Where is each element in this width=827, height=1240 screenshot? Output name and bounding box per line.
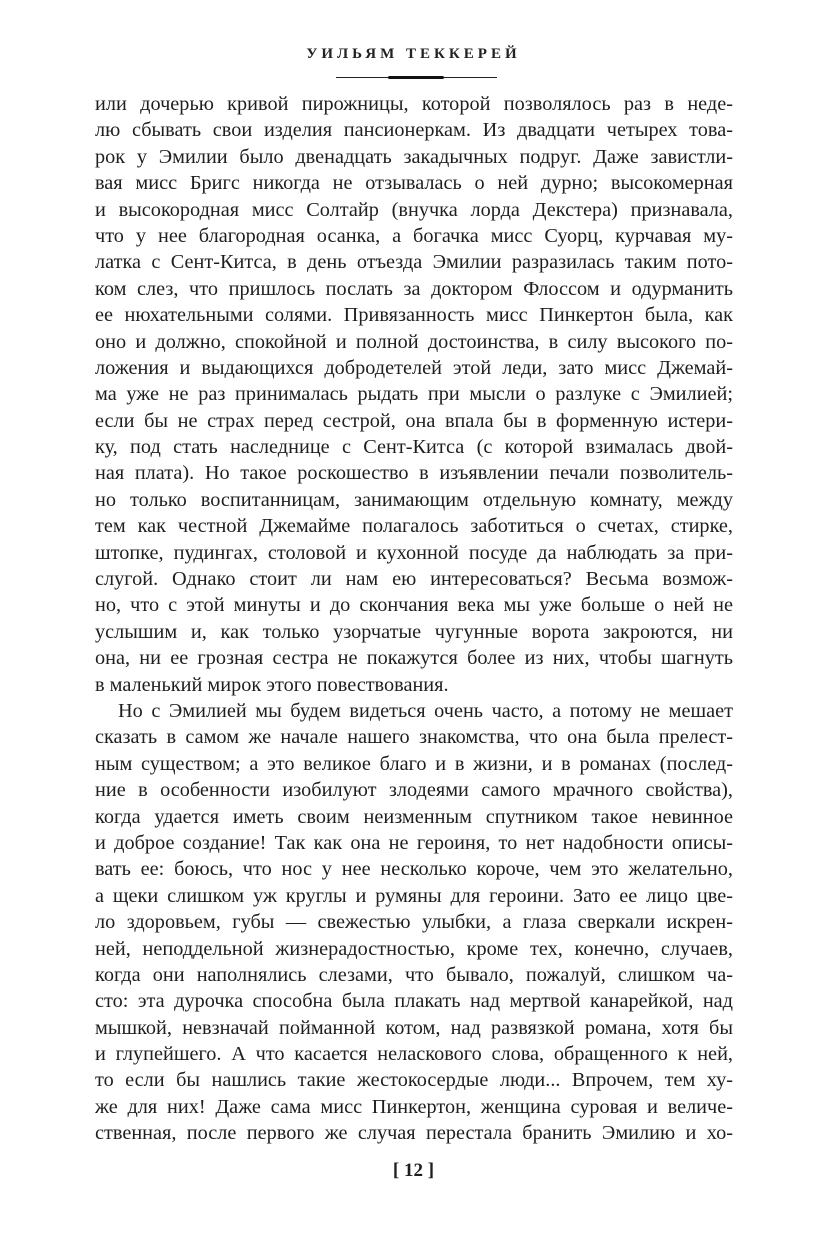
text-line: слугой. Однако стоит ли нам ею интересоваться? Весьма возмож- xyxy=(95,568,733,591)
text-line: но только воспитанницам, занимающим отдельную комнату, между xyxy=(95,488,733,511)
text-line: оно и должно, спокойной и полной достоинства, в силу высокого по- xyxy=(95,330,733,353)
text-line: в маленький мирок этого повествования. xyxy=(95,673,449,696)
text-line: ней, неподдельной жизнерадостностью, кроме тех, конечно, случаев, xyxy=(95,937,733,960)
text-line: штопке, пудингах, столовой и кухонной посуде да наблюдать за при- xyxy=(95,541,733,564)
text-line: латка с Сент-Китса, в день отъезда Эмилии разразилась таким пото- xyxy=(95,251,733,274)
text-line: ку, под стать наследнице с Сент-Китса (с которой взималась двой- xyxy=(95,436,733,459)
page-body-text xyxy=(95,91,733,1147)
text-line: когда удается иметь своим неизменным спутником такое невинное xyxy=(95,805,733,828)
text-line: мышкой, невзначай пойманной котом, над развязкой романа, хотя бы xyxy=(95,1016,733,1039)
text-line: и высокородная мисс Солтайр (внучка лорда Декстера) признавала, xyxy=(95,198,733,221)
text-line: ложения и выдающихся добродетелей этой леди, зато мисс Джемай- xyxy=(95,356,733,379)
running-header: УИЛЬЯМ ТЕККЕРЕЙ xyxy=(306,46,521,62)
text-line: и глупейшего. А что касается неласкового слова, обращенного к ней, xyxy=(95,1043,733,1066)
text-line: вать ее: боюсь, что нос у нее несколько короче, чем это желательно, xyxy=(95,858,733,881)
text-line: ло здоровьем, губы — свежестью улыбки, а глаза сверкали искрен- xyxy=(95,911,733,934)
text-line: сказать в самом же начале нашего знакомства, что она была прелест- xyxy=(95,726,733,749)
text-line: ком слез, что пришлось послать за доктором Флоссом и одурманить xyxy=(95,277,733,300)
text-line: услышим и, как только узорчатые чугунные ворота закроются, ни xyxy=(95,620,733,643)
text-line: а щеки слишком уж круглы и румяны для героини. Зато ее лицо цве- xyxy=(95,884,733,907)
text-line: но, что с этой минуты и до скончания века мы уже больше о ней не xyxy=(95,594,733,617)
text-line: ственная, после первого же случая перестала бранить Эмилию и хо- xyxy=(95,1122,733,1145)
text-line: ным существом; а это великое благо и в жизни, и в романах (послед- xyxy=(95,752,733,775)
text-line: и доброе создание! Так как она не героиня, то нет надобности описы- xyxy=(95,831,733,854)
text-line: рок у Эмилии было двенадцать закадычных подруг. Даже завистли- xyxy=(95,145,733,168)
text-line: она, ни ее грозная сестра не покажутся более из них, чтобы шагнуть xyxy=(95,647,733,670)
header-ornament-center xyxy=(388,76,444,79)
text-line: Но с Эмилией мы будем видеться очень часто, а потому не мешает xyxy=(118,699,733,722)
text-line: ние в особенности изобилуют злодеями самого мрачного свойства), xyxy=(95,779,733,802)
text-line: сто: эта дурочка способна была плакать над мертвой канарейкой, над xyxy=(95,990,733,1013)
text-line: тем как честной Джемайме полагалось заботиться о счетах, стирке, xyxy=(95,515,733,538)
text-line: или дочерью кривой пирожницы, которой позволялось раз в неде- xyxy=(95,93,733,115)
text-line: ная плата). Но такое роскошество в изъявлении печали позволитель- xyxy=(95,462,733,485)
page-number: [ 12 ] xyxy=(392,1160,435,1181)
text-line: ма уже не раз принималась рыдать при мысли о разлуке с Эмилией; xyxy=(95,383,733,406)
text-line: если бы не страх перед сестрой, она впала бы в форменную истери- xyxy=(95,409,733,432)
text-line: когда они наполнялись слезами, что бывало, пожалуй, слишком ча- xyxy=(95,963,733,986)
text-line: лю сбывать свои изделия пансионеркам. Из двадцати четырех това- xyxy=(95,119,733,142)
text-line: что у нее благородная осанка, а богачка мисс Суорц, курчавая му- xyxy=(95,224,733,247)
text-line: вая мисс Бригс никогда не отзывалась о ней дурно; высокомерная xyxy=(95,172,733,195)
text-line: ее нюхательными солями. Привязанность мисс Пинкертон была, как xyxy=(95,304,733,327)
text-line: то если бы нашлись такие жестокосердые люди... Впрочем, тем ху- xyxy=(95,1069,733,1092)
text-line: же для них! Даже сама мисс Пинкертон, женщина суровая и величе- xyxy=(95,1095,733,1118)
